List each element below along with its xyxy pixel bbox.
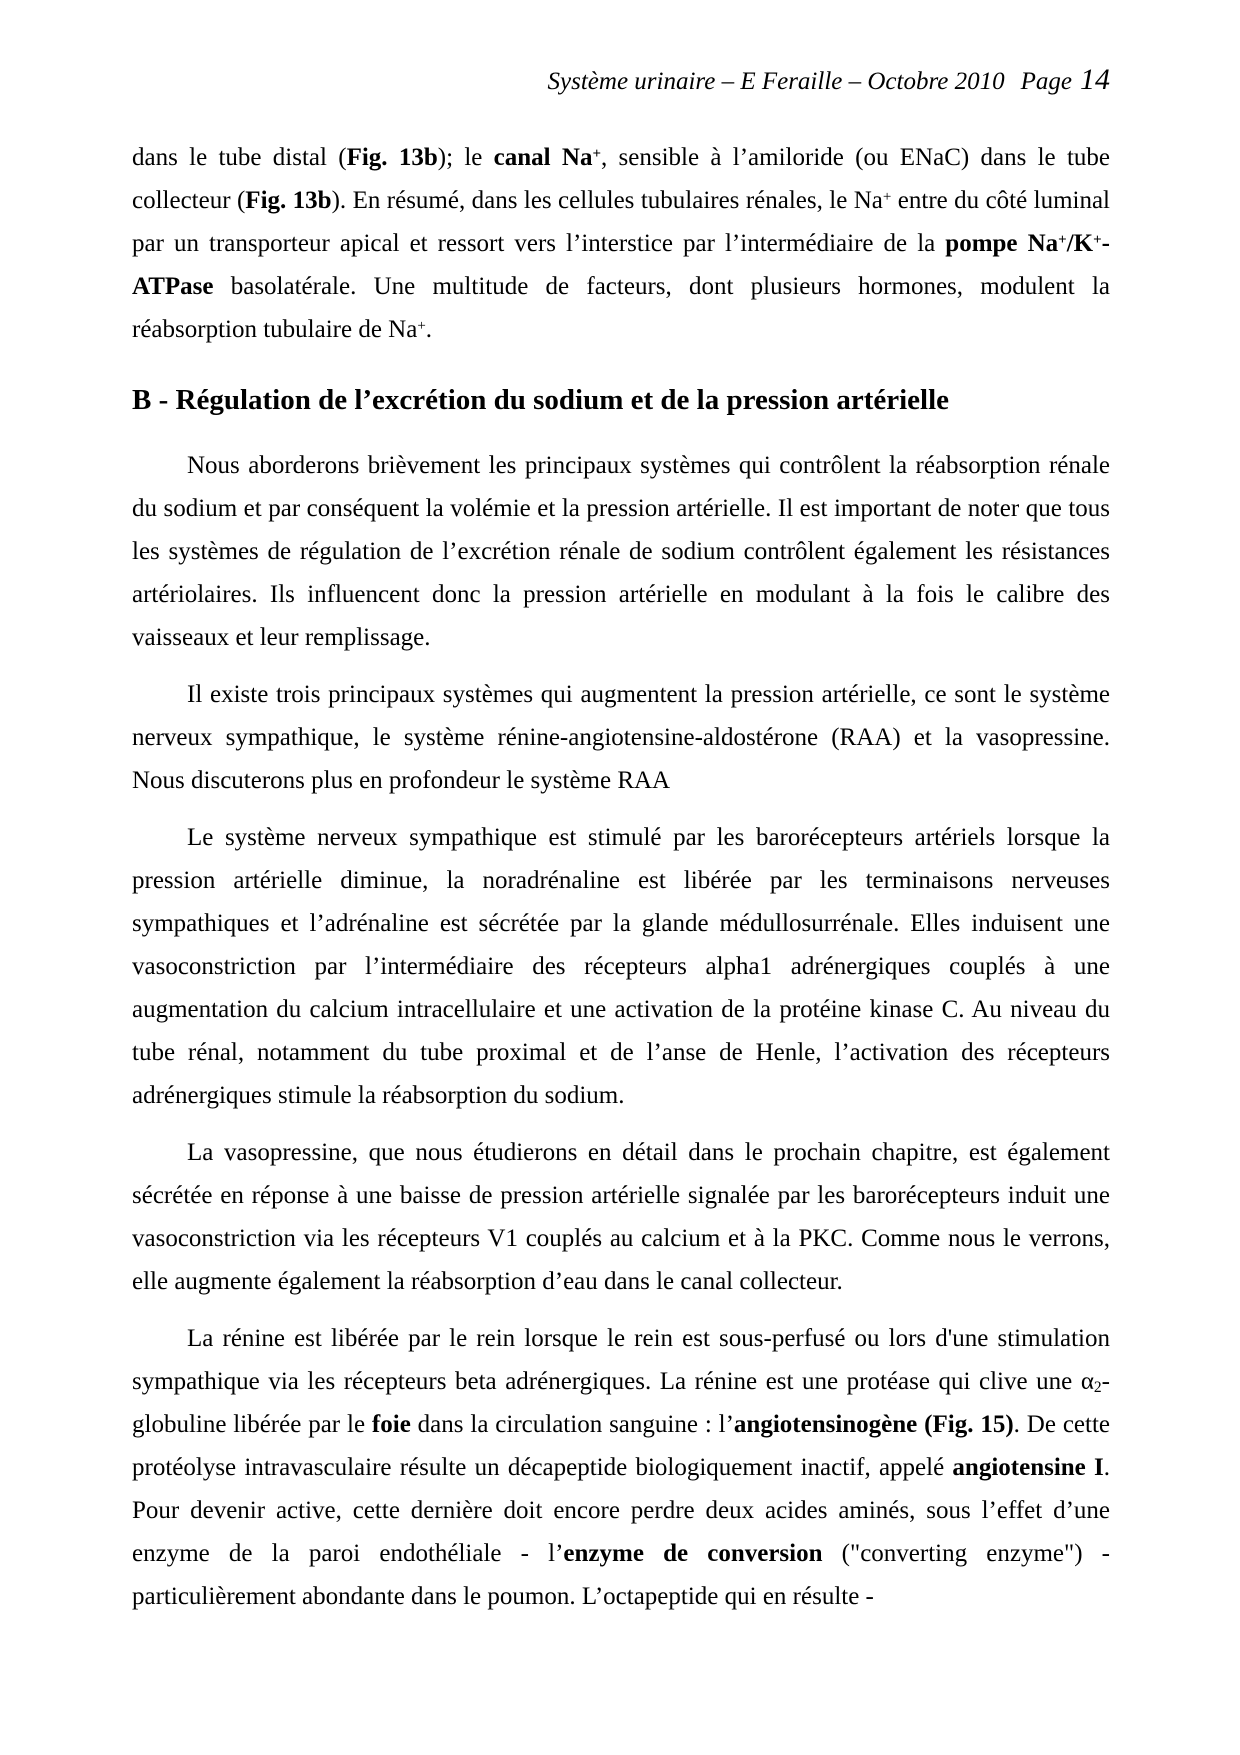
text-segment: entre du côté luminal par un transporteur apical et ressort vers l’interstice par l’intermédiaire de la bbox=[132, 187, 1111, 257]
text-segment: La rénine est libérée par le rein lorsque le rein est sous-perfusé ou lors d'une stimulation sympathique via les récepteurs beta adrénergiques. La rénine est une protéase qui clive une bbox=[132, 1325, 1110, 1395]
text-segment: Il existe trois principaux systèmes qui augmentent la pression artérielle, ce sont le système nerveux sympathique, le système rénine-angiotensine-aldostérone (RAA) et la vasopressine. Nous discuterons plus en profondeur le système RAA bbox=[132, 681, 1110, 794]
text-segment: La vasopressine, que nous étudierons en détail dans le prochain chapitre, est également sécrétée en réponse à une baisse de pression artérielle signalée par les barorécepteurs induit une vasoconstriction via les récepteurs V1 couplés au calcium et à la PKC. Comme nous le verrons, elle augmente également la réabsorption d’eau dans le canal collecteur. bbox=[132, 1139, 1110, 1295]
text-segment: ). En résumé, dans les cellules tubulaires rénales, le Na bbox=[331, 187, 883, 214]
text-segment: dans la circulation sanguine : l’ bbox=[410, 1411, 734, 1438]
paragraph bbox=[132, 1131, 1110, 1303]
text-segment: + bbox=[882, 188, 892, 205]
text-segment: + bbox=[417, 317, 426, 334]
text-segment: basolatérale. Une multitude de facteurs, dont plusieurs hormones, modulent la réabsorption tubulaire de Na bbox=[132, 273, 1110, 343]
text-segment: ); le bbox=[437, 144, 494, 171]
text-segment: Nous aborderons brièvement les principaux systèmes qui contrôlent la réabsorption rénale du sodium et par conséquent la volémie et la pression artérielle. Il est important de noter que tous les systèmes de régulation de l’excrétion rénale de sodium contrôlent également les résistances artériolaires. Ils influencent donc la pression artérielle en modulant à la fois le calibre des vaisseaux et leur remplissage. bbox=[132, 452, 1110, 651]
document-content bbox=[132, 136, 1110, 1632]
text-segment: + bbox=[1093, 231, 1102, 248]
text-segment: Le système nerveux sympathique est stimulé par les barorécepteurs artériels lorsque la pression artérielle diminue, la noradrénaline est libérée par les terminaisons nerveuses sympathiques et l’adrénaline est sécrétée par la glande médullosurrénale. Elles induisent une vasoconstriction par l’intermédiaire des récepteurs alpha1 adrénergiques couplés à une augmentation du calcium intracellulaire et une activation de la protéine kinase C. Au niveau du tube rénal, notamment du tube proximal et de l’anse de Henle, l’activation des récepteurs adrénergiques stimule la réabsorption du sodium. bbox=[132, 824, 1110, 1109]
text-segment: foie bbox=[371, 1411, 411, 1438]
text-segment: ("converting enzyme") - particulièrement abondante dans le poumon. L’octapeptide qui en résulte - bbox=[132, 1540, 1110, 1610]
text-segment: . Pour devenir active, cette dernière doit encore perdre deux acides aminés, sous l’effet d’une enzyme de la paroi endothéliale - l’ bbox=[132, 1454, 1110, 1567]
text-segment: -globuline libérée par le bbox=[132, 1368, 1110, 1438]
text-segment: α bbox=[1080, 1368, 1094, 1395]
header-title: Système urinaire – E Feraille – Octobre 2010 bbox=[547, 68, 1005, 95]
text-segment: + bbox=[592, 145, 602, 162]
text-segment: Fig. 13b bbox=[346, 144, 438, 171]
text-segment: canal Na bbox=[493, 144, 593, 171]
section-heading bbox=[132, 379, 1110, 422]
paragraph bbox=[132, 444, 1110, 659]
text-segment: dans le tube distal ( bbox=[132, 144, 347, 171]
text-segment: angiotensine I bbox=[952, 1454, 1104, 1481]
text-segment: pompe Na bbox=[945, 230, 1059, 257]
page-number: 14 bbox=[1080, 63, 1110, 96]
text-segment: enzyme de conversion bbox=[563, 1540, 823, 1567]
text-segment: angiotensinogène (Fig. 15) bbox=[733, 1411, 1014, 1438]
paragraph bbox=[132, 1317, 1110, 1618]
text-segment: /K bbox=[1066, 230, 1094, 257]
text-segment: , sensible à l’amiloride (ou ENaC) dans le tube collecteur ( bbox=[132, 144, 1110, 214]
paragraph bbox=[132, 816, 1110, 1117]
page-header bbox=[132, 64, 1110, 98]
text-segment: . De cette protéolyse intravasculaire résulte un décapeptide biologiquement inactif, appelé bbox=[132, 1411, 1110, 1481]
text-segment: . bbox=[425, 316, 433, 343]
text-segment: + bbox=[1058, 231, 1067, 248]
text-segment: Fig. 13b bbox=[245, 187, 332, 214]
text-segment: -ATPase bbox=[132, 230, 1110, 300]
text-segment: 2 bbox=[1093, 1379, 1102, 1397]
text-segment: B - Régulation de l’excrétion du sodium et de la pression artérielle bbox=[132, 384, 950, 416]
paragraph bbox=[132, 673, 1110, 802]
header-page-label: Page bbox=[1020, 68, 1072, 95]
paragraph bbox=[132, 136, 1110, 351]
